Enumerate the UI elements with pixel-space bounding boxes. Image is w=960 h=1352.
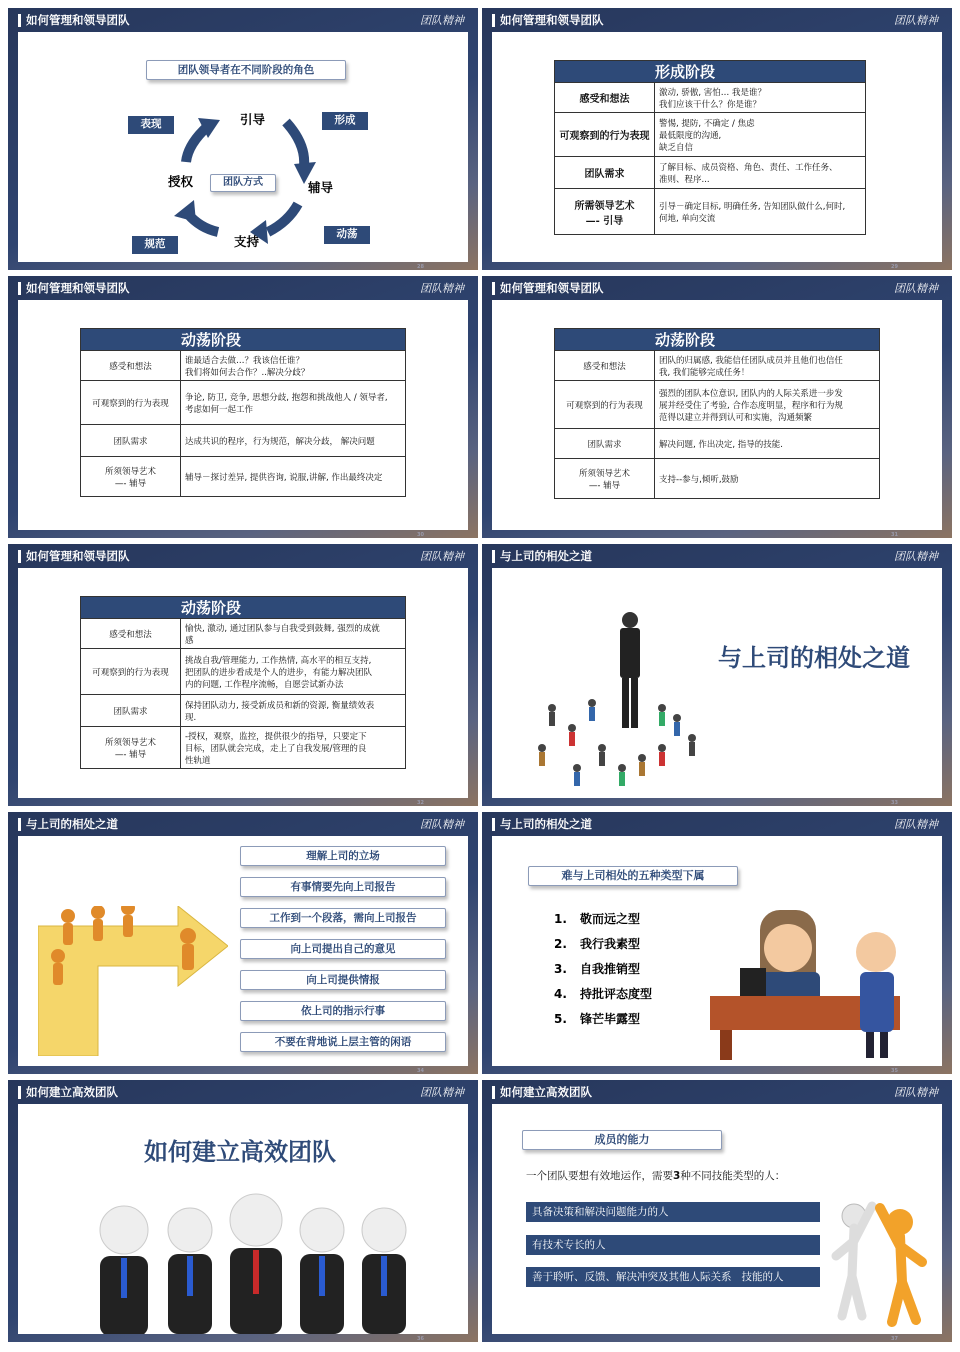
row-label: 感受和想法 <box>555 351 655 381</box>
slide-32[interactable] <box>8 544 478 806</box>
logo: 团队精神 <box>420 14 464 27</box>
slide-36[interactable] <box>8 1080 478 1342</box>
slide-title: 如何管理和领导团队 <box>8 276 478 298</box>
row-label: 可观察到的行为表现 <box>555 113 655 157</box>
slide-30[interactable] <box>8 276 478 538</box>
page-number: 31 <box>891 532 898 538</box>
big-title: 如何建立高效团队 <box>144 1138 336 1166</box>
item-1: 有事情要先向上司报告 <box>240 877 446 897</box>
list-item: 4. 持批评态度型 <box>554 987 653 1001</box>
big-title: 与上司的相处之道 <box>718 644 910 672</box>
stage-table <box>554 60 866 235</box>
item-6: 不要在背地说上层主管的闲语 <box>240 1032 446 1052</box>
row-value: 达成共识的程序，行为规范，解决分歧， 解决问题 <box>181 425 406 457</box>
type-list <box>554 910 652 1035</box>
staircase-illustration <box>38 906 228 1056</box>
page-number: 33 <box>891 800 898 806</box>
row-value: 引导－确定目标, 明确任务, 告知团队做什么,何时, 何地, 单向交流 <box>655 189 866 235</box>
slide-31[interactable] <box>482 276 952 538</box>
row-label: 可观察到的行为表现 <box>81 649 181 695</box>
cycle-bottom: 支持 <box>234 234 260 249</box>
slide-33[interactable] <box>482 544 952 806</box>
list-item: 2. 我行我素型 <box>554 937 641 951</box>
slide-35[interactable] <box>482 812 952 1074</box>
row-value: -授权，观察，监控，提供很少的指导，只要定下 目标，团队就会完成，走上了自我发展/管理的良 性轨道 <box>181 727 406 769</box>
row-value: 激动, 骄傲, 害怕… 我是谁？ 我们应该干什么？你是谁？ <box>655 83 866 113</box>
page-number: 34 <box>417 1068 424 1074</box>
page-number: 36 <box>417 1336 424 1342</box>
list-item: 3. 自我推销型 <box>554 962 641 976</box>
intro-text: 一个团队要想有效地运作，需要3种不同技能类型的人： <box>526 1170 786 1182</box>
row-value: 谁最适合去做…？我该信任谁？ 我们将如何去合作？..解决分歧？ <box>181 351 406 381</box>
row-label: 所需领导艺术 —- 引导 <box>555 189 655 235</box>
slide-37[interactable] <box>482 1080 952 1342</box>
list-item: 5. 锋芒毕露型 <box>554 1012 641 1026</box>
logo: 团队精神 <box>420 282 464 295</box>
logo: 团队精神 <box>420 818 464 831</box>
table-header: 动荡阶段 <box>555 329 880 351</box>
row-label: 可观察到的行为表现 <box>81 381 181 425</box>
box-storming: 动荡 <box>324 226 370 244</box>
row-value: 强烈的团队本位意识, 团队内的人际关系进一步发 展并经受住了考验, 合作态度明显，程序和行为规 范得以建立并得到认可和实施，沟通频繁 <box>655 381 880 429</box>
row-label: 所须领导艺术 —- 辅导 <box>81 727 181 769</box>
section-pill: 团队领导者在不同阶段的角色 <box>146 60 346 80</box>
skill-bar: 善于聆听、反馈、解决冲突及其他人际关系 技能的人 <box>526 1267 820 1287</box>
slide-28[interactable] <box>8 8 478 270</box>
logo: 团队精神 <box>894 818 938 831</box>
item-3: 向上司提出自己的意见 <box>240 939 446 959</box>
row-value: 保持团队动力, 接受新成员和新的资源, 衡量绩效表 现. <box>181 695 406 727</box>
row-value: 了解目标、成员资格、角色、责任、工作任务、 准则、程序... <box>655 157 866 189</box>
logo: 团队精神 <box>894 550 938 563</box>
slide-34[interactable] <box>8 812 478 1074</box>
item-4: 向上司提供情报 <box>240 970 446 990</box>
slide-title: 与上司的相处之道 <box>482 812 952 834</box>
logo: 团队精神 <box>420 550 464 563</box>
boss-cartoon <box>700 908 936 1063</box>
logo: 团队精神 <box>894 282 938 295</box>
item-0: 理解上司的立场 <box>240 846 446 866</box>
table-header: 动荡阶段 <box>81 329 406 351</box>
cycle-right: 辅导 <box>308 180 334 195</box>
row-value: 争论, 防卫, 竞争, 思想分歧, 抱怨和挑战他人 / 领导者, 考虑如何一起工作 <box>181 381 406 425</box>
stage-table <box>554 328 880 499</box>
box-norming: 规范 <box>132 236 178 254</box>
slide-title: 与上司的相处之道 <box>482 544 952 566</box>
page-number: 32 <box>417 800 424 806</box>
item-2: 工作到一个段落，需向上司报告 <box>240 908 446 928</box>
slide-title: 如何管理和领导团队 <box>482 8 952 30</box>
highfive-illustration <box>822 1186 932 1330</box>
section-pill: 难与上司相处的五种类型下属 <box>528 866 738 886</box>
row-label: 团队需求 <box>81 425 181 457</box>
page-number: 30 <box>417 532 424 538</box>
box-forming: 形成 <box>322 112 368 130</box>
logo: 团队精神 <box>420 1086 464 1099</box>
row-value: 解决问题, 作出决定, 指导的技能. <box>655 429 880 459</box>
row-value: 警惕, 提防, 不确定 / 焦虑 最低限度的沟通, 缺乏自信 <box>655 113 866 157</box>
slide-29[interactable] <box>482 8 952 270</box>
page-number: 28 <box>417 264 424 270</box>
skill-bar: 具备决策和解决问题能力的人 <box>526 1202 820 1222</box>
stage-table <box>80 328 406 497</box>
page-number: 35 <box>891 1068 898 1074</box>
row-value: 挑战自我/管理能力, 工作热情, 高水平的相互支持, 把团队的进步看成是个人的进步，有能力解决团队 内的问题, 工作程序流畅，自愿尝试新办法 <box>181 649 406 695</box>
row-label: 可观察到的行为表现 <box>555 381 655 429</box>
cycle-center: 团队方式 <box>210 174 276 192</box>
row-value: 辅导－探讨差异, 提供咨询, 说服,讲解, 作出最终决定 <box>181 457 406 497</box>
row-label: 团队需求 <box>555 157 655 189</box>
slide-title: 如何建立高效团队 <box>482 1080 952 1102</box>
row-label: 感受和想法 <box>555 83 655 113</box>
row-label: 所须领导艺术 —- 辅导 <box>81 457 181 497</box>
row-label: 团队需求 <box>81 695 181 727</box>
stage-table <box>80 596 406 769</box>
cycle-top: 引导 <box>240 112 266 127</box>
page-number: 29 <box>891 264 898 270</box>
logo: 团队精神 <box>894 1086 938 1099</box>
row-value: 团队的归属感, 我能信任团队成员并且他们也信任 我, 我们能够完成任务！ <box>655 351 880 381</box>
box-performing: 表现 <box>128 116 174 134</box>
list-item: 1. 敬而远之型 <box>554 912 641 926</box>
slide-title: 与上司的相处之道 <box>8 812 478 834</box>
slide-title: 如何建立高效团队 <box>8 1080 478 1102</box>
slide-title: 如何管理和领导团队 <box>8 8 478 30</box>
slide-title: 如何管理和领导团队 <box>482 276 952 298</box>
table-header: 动荡阶段 <box>81 597 406 619</box>
slide-title: 如何管理和领导团队 <box>8 544 478 566</box>
row-label: 感受和想法 <box>81 619 181 649</box>
logo: 团队精神 <box>894 14 938 27</box>
row-value: 支持--参与,倾听,鼓励 <box>655 459 880 499</box>
crowd-illustration <box>512 608 712 798</box>
team-illustration <box>84 1190 424 1334</box>
row-label: 所须领导艺术 —- 辅导 <box>555 459 655 499</box>
row-value: 愉快, 激动, 通过团队参与自我受到鼓舞, 强烈的成就 感 <box>181 619 406 649</box>
item-5: 依上司的指示行事 <box>240 1001 446 1021</box>
row-label: 感受和想法 <box>81 351 181 381</box>
table-header: 形成阶段 <box>555 61 866 83</box>
cycle-left: 授权 <box>168 174 194 189</box>
row-label: 团队需求 <box>555 429 655 459</box>
section-pill: 成员的能力 <box>522 1130 722 1150</box>
page-number: 37 <box>891 1336 898 1342</box>
skill-bar: 有技术专长的人 <box>526 1235 820 1255</box>
